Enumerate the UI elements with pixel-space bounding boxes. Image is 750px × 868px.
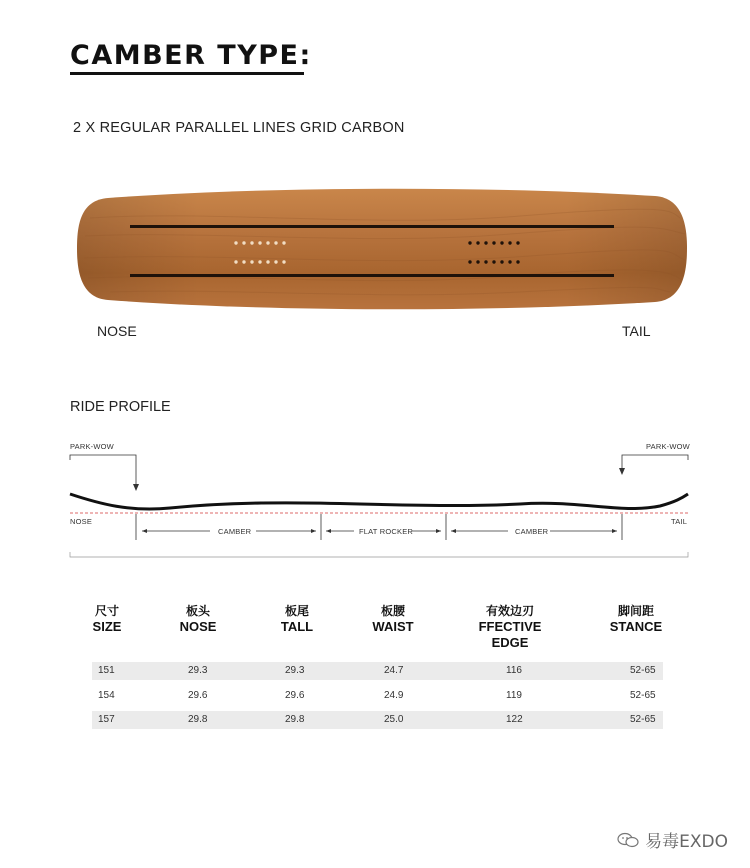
cell-waist: 25.0 bbox=[384, 714, 404, 725]
carbon-line-top bbox=[130, 225, 614, 228]
cell-nose: 29.3 bbox=[188, 665, 208, 676]
ride-profile-diagram bbox=[60, 430, 700, 562]
nose-label: NOSE bbox=[97, 323, 137, 339]
park-wow-left-label: PARK-WOW bbox=[70, 442, 114, 451]
cell-edge: 119 bbox=[506, 690, 522, 701]
profile-nose-label: NOSE bbox=[70, 517, 93, 526]
cell-size: 154 bbox=[98, 690, 115, 701]
header-effective-edge: 有效边刃 FFECTIVE EDGE bbox=[478, 604, 542, 650]
header-waist: 板腰 WAIST bbox=[372, 604, 414, 634]
ride-profile-title: RIDE PROFILE bbox=[70, 399, 171, 415]
cell-stance: 52-65 bbox=[630, 665, 656, 676]
watermark bbox=[617, 827, 728, 852]
cell-waist: 24.9 bbox=[384, 690, 404, 701]
board-subtitle: 2 X REGULAR PARALLEL LINES GRID CARBON bbox=[73, 120, 405, 136]
watermark-text: 易毒EXDO bbox=[645, 832, 728, 852]
cell-waist: 24.7 bbox=[384, 665, 404, 676]
header-nose: 板头 NOSE bbox=[179, 604, 217, 634]
cell-stance: 52-65 bbox=[630, 690, 656, 701]
cell-edge: 122 bbox=[506, 714, 523, 725]
zone-camber-right: CAMBER bbox=[515, 527, 549, 536]
cell-tall: 29.8 bbox=[285, 714, 305, 725]
zone-flat-rocker: FLAT ROCKER bbox=[359, 527, 414, 536]
cell-stance: 52-65 bbox=[630, 714, 656, 725]
cell-nose: 29.8 bbox=[188, 714, 208, 725]
table-row bbox=[92, 687, 663, 705]
tail-label: TAIL bbox=[622, 323, 651, 339]
header-size: 尺寸 SIZE bbox=[92, 604, 122, 634]
page-title: CAMBER TYPE: bbox=[70, 40, 312, 71]
cell-edge: 116 bbox=[506, 665, 522, 676]
cell-size: 151 bbox=[98, 665, 115, 676]
zone-camber-left: CAMBER bbox=[218, 527, 252, 536]
table-row bbox=[92, 711, 663, 729]
table-row bbox=[92, 662, 663, 680]
park-wow-right-label: PARK-WOW bbox=[646, 442, 690, 451]
snowboard-image bbox=[70, 188, 695, 316]
cell-size: 157 bbox=[98, 714, 115, 725]
carbon-line-bottom bbox=[130, 274, 614, 277]
header-tall: 板尾 TALL bbox=[280, 604, 314, 634]
cell-tall: 29.6 bbox=[285, 690, 305, 701]
wechat-icon bbox=[617, 832, 639, 848]
profile-tail-label: TAIL bbox=[671, 517, 688, 526]
header-stance: 脚间距 STANCE bbox=[609, 604, 663, 634]
cell-nose: 29.6 bbox=[188, 690, 208, 701]
title-underline bbox=[70, 72, 304, 75]
profile-curve bbox=[70, 494, 688, 509]
cell-tall: 29.3 bbox=[285, 665, 305, 676]
